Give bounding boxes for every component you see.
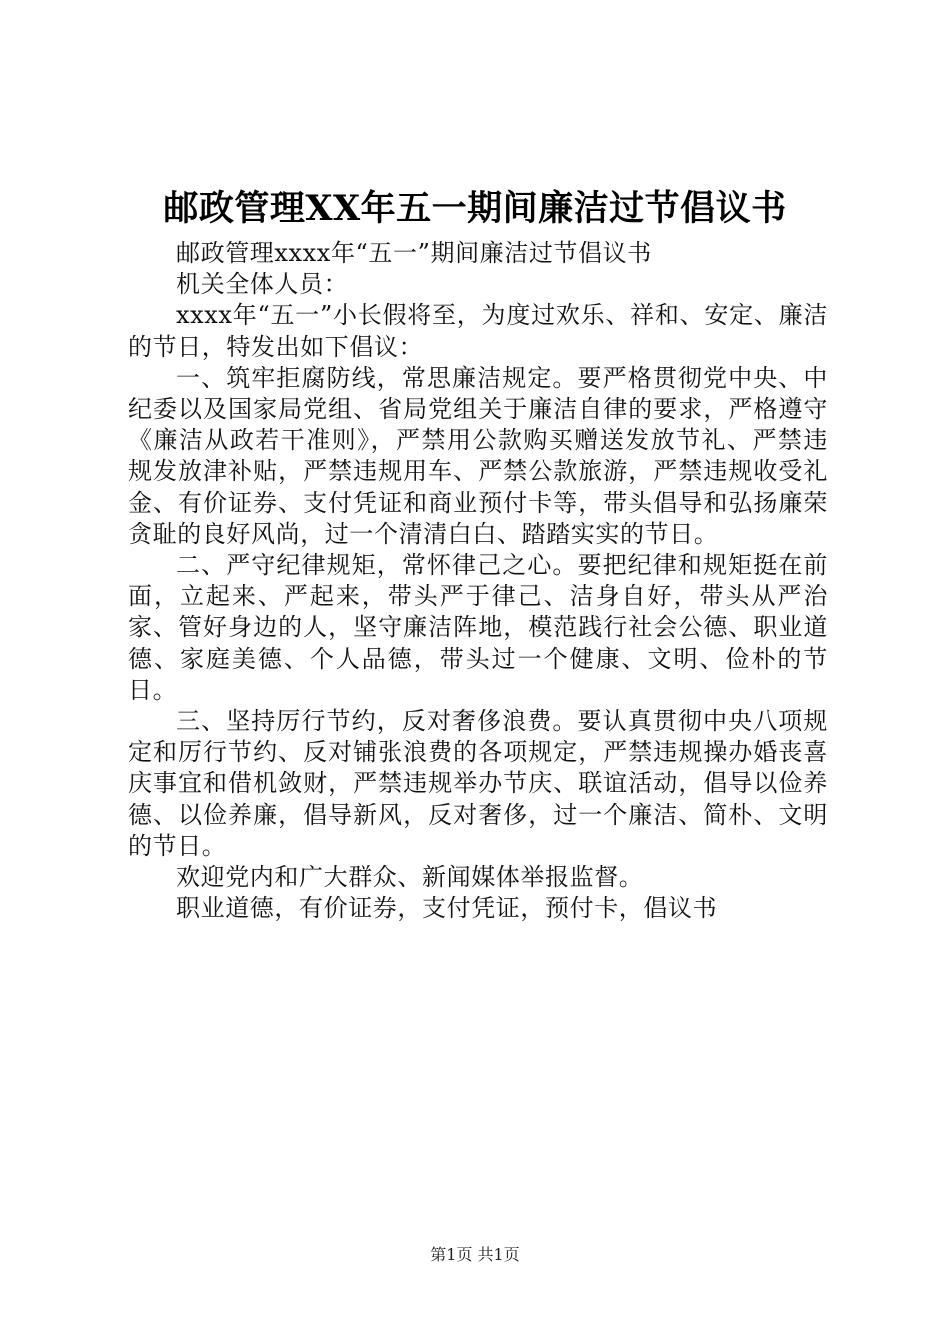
intro-paragraph: xxxx年“五一”小长假将至，为度过欢乐、祥和、安定、廉洁的节日，特发出如下倡议： — [128, 301, 828, 361]
page-footer: 第1页 共1页 — [430, 1245, 520, 1264]
document-body — [128, 238, 828, 924]
proposal-one-paragraph: 一、筑牢拒腐防线，常思廉洁规定。要严格贯彻党中央、中纪委以及国家局党组、省局党组关于廉洁自律的要求，严格遵守《廉洁从政若干准则》，严禁用公款购买赠送发放节礼、严禁违规发放津补贴，严禁违规用车、严禁公款旅游，严禁违规收受礼金、有价证券、支付凭证和商业预付卡等，带头倡导和弘扬廉荣贪耻的良好风尚，过一个清清白白、踏踏实实的节日。 — [128, 363, 828, 548]
salutation-paragraph: 机关全体人员： — [176, 270, 349, 299]
keywords-paragraph: 职业道德，有价证券，支付凭证，预付卡，倡议书 — [176, 894, 718, 923]
supervision-paragraph: 欢迎党内和广大群众、新闻媒体举报监督。 — [176, 863, 644, 892]
subtitle-paragraph: 邮政管理xxxx年“五一”期间廉洁过节倡议书 — [176, 239, 652, 267]
proposal-three-paragraph: 三、坚持厉行节约，反对奢侈浪费。要认真贯彻中央八项规定和厉行节约、反对铺张浪费的各项规定，严禁违规操办婚丧喜庆事宜和借机敛财，严禁违规举办节庆、联谊活动，倡导以俭养德、以俭养廉，倡导新风，反对奢侈，过一个廉洁、简朴、文明的节日。 — [128, 707, 828, 860]
proposal-two-paragraph: 二、严守纪律规矩，常怀律己之心。要把纪律和规矩挺在前面，立起来、严起来，带头严于律己、洁身自好，带头从严治家、管好身边的人，坚守廉洁阵地，模范践行社会公德、职业道德、家庭美德、个人品德，带头过一个健康、文明、俭朴的节日。 — [128, 551, 828, 704]
document-title: 邮政管理XX年五一期间廉洁过节倡议书 — [163, 188, 787, 229]
